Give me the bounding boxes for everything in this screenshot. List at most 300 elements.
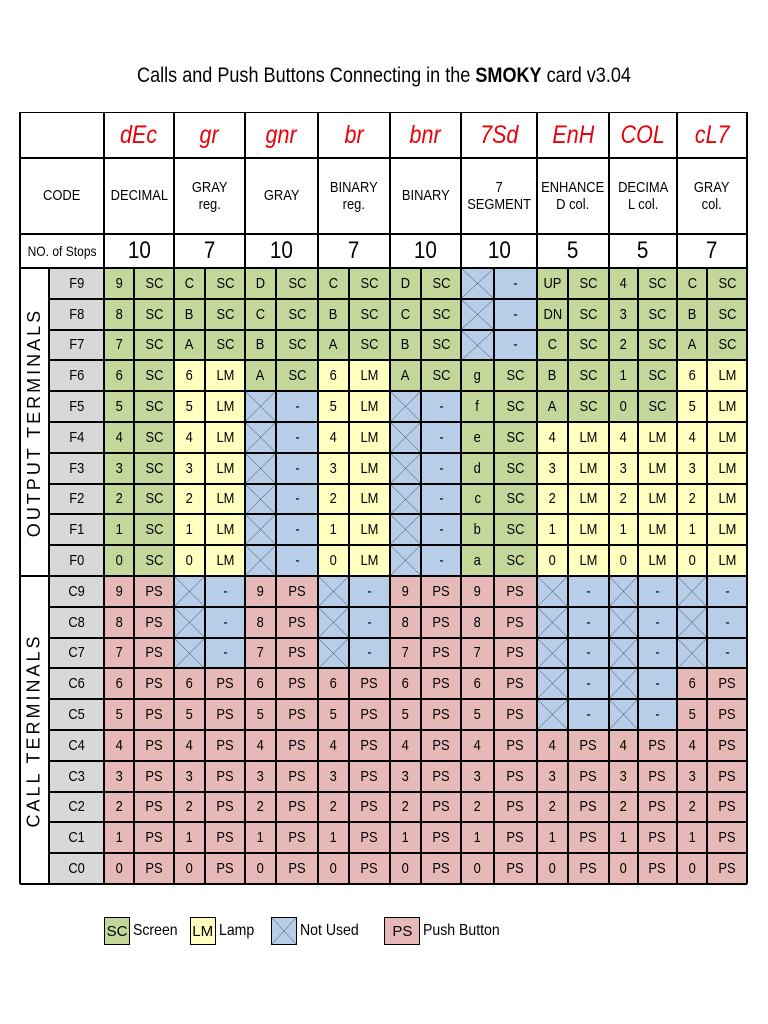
cell-type: LM — [349, 391, 390, 422]
cell-type: SC — [568, 268, 609, 299]
cell-value: 7 — [461, 638, 494, 669]
cell-type: - — [568, 576, 609, 607]
cell-value: 9 — [461, 576, 494, 607]
cell-value: 5 — [174, 699, 205, 730]
cell-value: 3 — [677, 761, 707, 792]
cell-value: 5 — [104, 699, 134, 730]
terminal-C4: C4 — [49, 730, 104, 761]
cell-value: 8 — [461, 607, 494, 638]
cell-value: 1 — [537, 822, 568, 853]
cell-type: SC — [568, 299, 609, 330]
cell-value: 0 — [318, 853, 349, 884]
cell-value: 0 — [245, 853, 276, 884]
terminal-F8: F8 — [49, 299, 104, 330]
cell-type: - — [421, 514, 461, 545]
not-used-icon — [609, 668, 638, 699]
cell-value: 3 — [537, 453, 568, 484]
cell-value: DN — [537, 299, 568, 330]
cell-type: PS — [349, 822, 390, 853]
cell-value: 0 — [104, 545, 134, 576]
cell-value: 3 — [609, 299, 638, 330]
cell-type: - — [421, 391, 461, 422]
cell-value: 3 — [174, 453, 205, 484]
cell-value: 6 — [677, 360, 707, 391]
cell-type: - — [205, 607, 245, 638]
cell-value: 6 — [318, 668, 349, 699]
program-desc-cL7: GRAY col. — [677, 158, 747, 234]
program-stops-br: 7 — [318, 234, 390, 268]
cell-type: - — [707, 607, 747, 638]
divider — [103, 112, 105, 884]
cell-type: PS — [494, 792, 537, 823]
cell-type: PS — [638, 730, 677, 761]
cell-type: SC — [134, 453, 174, 484]
cell-type: SC — [568, 391, 609, 422]
cell-type: LM — [707, 453, 747, 484]
cell-type: SC — [638, 330, 677, 361]
cell-value: 3 — [174, 761, 205, 792]
cell-value: c — [461, 484, 494, 515]
cell-type: SC — [494, 453, 537, 484]
not-used-icon — [537, 576, 568, 607]
cell-type: SC — [494, 545, 537, 576]
cell-value: B — [677, 299, 707, 330]
cell-type: SC — [276, 360, 318, 391]
cell-value: 2 — [318, 484, 349, 515]
cell-value: 3 — [104, 453, 134, 484]
cell-value: 1 — [537, 514, 568, 545]
cell-type: PS — [276, 638, 318, 669]
not-used-icon — [271, 917, 297, 945]
cell-type: PS — [494, 638, 537, 669]
cell-value: 2 — [609, 484, 638, 515]
cell-value: 9 — [245, 576, 276, 607]
cell-type: - — [421, 422, 461, 453]
program-stops-COL: 5 — [609, 234, 677, 268]
program-desc-gr: GRAY reg. — [174, 158, 245, 234]
cell-value: 2 — [104, 484, 134, 515]
cell-type: PS — [276, 822, 318, 853]
cell-type: SC — [494, 514, 537, 545]
cell-type: PS — [276, 853, 318, 884]
cell-type: - — [638, 576, 677, 607]
cell-type: SC — [276, 330, 318, 361]
not-used-icon — [609, 607, 638, 638]
not-used-icon — [537, 699, 568, 730]
cell-type: PS — [134, 638, 174, 669]
cell-value: 2 — [461, 792, 494, 823]
cell-value: 2 — [609, 792, 638, 823]
cell-value: 8 — [245, 607, 276, 638]
cell-type: PS — [276, 668, 318, 699]
terminal-C9: C9 — [49, 576, 104, 607]
not-used-icon — [390, 422, 421, 453]
cell-value: 4 — [174, 730, 205, 761]
cell-value: 8 — [104, 607, 134, 638]
terminal-F2: F2 — [49, 484, 104, 515]
legend-label: Lamp — [218, 922, 254, 939]
cell-value: 6 — [461, 668, 494, 699]
cell-type: - — [349, 576, 390, 607]
page-title: Calls and Push Buttons Connecting in the SMOKY card v3.04 — [137, 64, 631, 87]
cell-value: D — [390, 268, 421, 299]
cell-type: PS — [134, 607, 174, 638]
cell-type: SC — [276, 268, 318, 299]
cell-type: LM — [349, 360, 390, 391]
cell-type: SC — [134, 514, 174, 545]
program-desc-dEc: DECIMAL — [104, 158, 174, 234]
cell-type: LM — [205, 422, 245, 453]
cell-type: PS — [707, 853, 747, 884]
cell-type: PS — [276, 576, 318, 607]
cell-type: LM — [205, 545, 245, 576]
cell-value: 3 — [104, 761, 134, 792]
cell-value: 4 — [677, 422, 707, 453]
cell-type: SC — [134, 268, 174, 299]
cell-type: PS — [494, 699, 537, 730]
cell-value: 1 — [174, 514, 205, 545]
cell-value: 4 — [677, 730, 707, 761]
cell-value: A — [677, 330, 707, 361]
cell-type: - — [276, 422, 318, 453]
cell-type: - — [421, 453, 461, 484]
legend-item — [104, 917, 184, 945]
cell-value: A — [174, 330, 205, 361]
cell-type: SC — [134, 484, 174, 515]
cell-value: 4 — [609, 422, 638, 453]
cell-value: 1 — [104, 822, 134, 853]
cell-type: PS — [421, 853, 461, 884]
cell-type: PS — [707, 761, 747, 792]
cell-value: A — [245, 360, 276, 391]
cell-type: LM — [638, 422, 677, 453]
cell-type: - — [568, 607, 609, 638]
cell-type: - — [205, 638, 245, 669]
cell-type: - — [707, 576, 747, 607]
legend — [104, 916, 511, 946]
divider — [19, 112, 21, 884]
cell-type: PS — [421, 699, 461, 730]
cell-value: d — [461, 453, 494, 484]
cell-value: 4 — [609, 268, 638, 299]
cell-type: PS — [421, 668, 461, 699]
cell-value: 0 — [677, 545, 707, 576]
cell-type: PS — [638, 792, 677, 823]
cell-type: - — [349, 638, 390, 669]
cell-value: 5 — [677, 391, 707, 422]
cell-value: 4 — [104, 422, 134, 453]
not-used-icon — [537, 638, 568, 669]
legend-item — [384, 917, 510, 945]
terminal-F5: F5 — [49, 391, 104, 422]
divider — [20, 575, 747, 577]
cell-value: D — [245, 268, 276, 299]
cell-type: PS — [421, 576, 461, 607]
cell-value: 7 — [104, 638, 134, 669]
not-used-icon — [609, 576, 638, 607]
program-stops-gnr: 10 — [245, 234, 318, 268]
header-corner — [20, 112, 104, 158]
cell-value: A — [390, 360, 421, 391]
not-used-icon — [677, 607, 707, 638]
program-name-gnr: gnr — [245, 112, 318, 158]
cell-value: 4 — [318, 422, 349, 453]
not-used-icon — [245, 514, 276, 545]
not-used-icon — [245, 545, 276, 576]
cell-value: 6 — [174, 668, 205, 699]
legend-swatch: LM — [190, 917, 216, 945]
cell-value: C — [318, 268, 349, 299]
terminal-F4: F4 — [49, 422, 104, 453]
cell-value: 2 — [609, 330, 638, 361]
cell-type: SC — [134, 360, 174, 391]
program-name-7Sd: 7Sd — [461, 112, 537, 158]
cell-value: C — [677, 268, 707, 299]
cell-type: LM — [205, 391, 245, 422]
cell-type: - — [205, 576, 245, 607]
cell-value: 3 — [537, 761, 568, 792]
cell-type: PS — [568, 853, 609, 884]
output-terminals-label: OUTPUT TERMINALS — [20, 268, 49, 576]
legend-label: Screen — [133, 922, 178, 939]
legend-swatch: SC — [104, 917, 130, 945]
cell-type: LM — [205, 484, 245, 515]
cell-type: LM — [205, 514, 245, 545]
cell-value: 5 — [461, 699, 494, 730]
cell-type: LM — [568, 545, 609, 576]
cell-value: 1 — [609, 360, 638, 391]
cell-type: PS — [205, 730, 245, 761]
cell-value: 0 — [609, 853, 638, 884]
cell-type: LM — [638, 484, 677, 515]
cell-value: B — [245, 330, 276, 361]
cell-type: PS — [276, 699, 318, 730]
cell-type: SC — [568, 330, 609, 361]
cell-value: UP — [537, 268, 568, 299]
cell-value: 9 — [390, 576, 421, 607]
cell-value: 6 — [390, 668, 421, 699]
cell-type: PS — [494, 730, 537, 761]
cell-type: SC — [707, 299, 747, 330]
terminal-F3: F3 — [49, 453, 104, 484]
cell-value: 7 — [245, 638, 276, 669]
cell-value: 1 — [104, 514, 134, 545]
cell-value: 5 — [318, 391, 349, 422]
cell-type: - — [276, 453, 318, 484]
divider — [608, 112, 610, 884]
cell-type: SC — [638, 299, 677, 330]
cell-type: PS — [707, 730, 747, 761]
terminal-C1: C1 — [49, 822, 104, 853]
cell-type: SC — [276, 299, 318, 330]
not-used-icon — [537, 668, 568, 699]
cell-type: - — [494, 299, 537, 330]
cell-type: SC — [205, 330, 245, 361]
cell-type: PS — [276, 730, 318, 761]
divider — [536, 112, 538, 884]
cell-type: - — [494, 330, 537, 361]
divider — [389, 112, 391, 884]
not-used-icon — [390, 545, 421, 576]
cell-type: PS — [205, 822, 245, 853]
not-used-icon — [461, 268, 494, 299]
cell-value: 1 — [174, 822, 205, 853]
cell-type: LM — [638, 514, 677, 545]
cell-type: LM — [349, 545, 390, 576]
not-used-icon — [677, 638, 707, 669]
cell-type: - — [276, 484, 318, 515]
cell-value: 2 — [318, 792, 349, 823]
program-stops-cL7: 7 — [677, 234, 747, 268]
terminal-F6: F6 — [49, 360, 104, 391]
cell-value: 3 — [390, 761, 421, 792]
cell-type: PS — [421, 607, 461, 638]
cell-type: LM — [205, 360, 245, 391]
cell-value: 3 — [318, 761, 349, 792]
cell-type: SC — [134, 330, 174, 361]
cell-value: 5 — [677, 699, 707, 730]
divider — [244, 112, 246, 884]
not-used-icon — [245, 422, 276, 453]
cell-value: 0 — [318, 545, 349, 576]
terminal-C6: C6 — [49, 668, 104, 699]
cell-type: PS — [205, 792, 245, 823]
cell-value: 4 — [318, 730, 349, 761]
terminal-F9: F9 — [49, 268, 104, 299]
terminal-C3: C3 — [49, 761, 104, 792]
cell-value: 0 — [174, 853, 205, 884]
terminal-F1: F1 — [49, 514, 104, 545]
cell-value: 3 — [461, 761, 494, 792]
cell-value: 3 — [609, 453, 638, 484]
not-used-icon — [390, 484, 421, 515]
cell-type: PS — [205, 668, 245, 699]
cell-type: LM — [707, 422, 747, 453]
cell-type: - — [276, 514, 318, 545]
cell-type: - — [421, 484, 461, 515]
cell-value: 1 — [677, 822, 707, 853]
program-name-dEc: dEc — [104, 112, 174, 158]
cell-type: - — [349, 607, 390, 638]
cell-type: LM — [349, 514, 390, 545]
cell-type: SC — [707, 330, 747, 361]
cell-type: PS — [638, 761, 677, 792]
program-desc-bnr: BINARY — [390, 158, 461, 234]
cell-value: C — [174, 268, 205, 299]
divider — [317, 112, 319, 884]
not-used-icon — [537, 607, 568, 638]
cell-value: 0 — [174, 545, 205, 576]
cell-value: C — [390, 299, 421, 330]
legend-label: Not Used — [299, 922, 359, 939]
cell-type: PS — [134, 822, 174, 853]
cell-type: PS — [134, 792, 174, 823]
cell-value: 4 — [174, 422, 205, 453]
program-desc-7Sd: 7 SEGMENT — [461, 158, 537, 234]
not-used-icon — [318, 576, 349, 607]
program-stops-gr: 7 — [174, 234, 245, 268]
cell-type: PS — [707, 668, 747, 699]
cell-value: 6 — [318, 360, 349, 391]
cell-type: - — [638, 638, 677, 669]
cell-type: SC — [638, 391, 677, 422]
cell-type: - — [276, 545, 318, 576]
cell-type: SC — [421, 299, 461, 330]
cell-value: 3 — [245, 761, 276, 792]
cell-type: LM — [707, 545, 747, 576]
legend-item — [271, 917, 367, 945]
not-used-icon — [609, 638, 638, 669]
cell-value: 1 — [461, 822, 494, 853]
cell-value: 7 — [390, 638, 421, 669]
cell-value: 2 — [390, 792, 421, 823]
program-stops-7Sd: 10 — [461, 234, 537, 268]
cell-type: LM — [349, 453, 390, 484]
cell-type: PS — [205, 761, 245, 792]
cell-type: PS — [421, 822, 461, 853]
cell-type: - — [421, 545, 461, 576]
not-used-icon — [174, 576, 205, 607]
terminal-C8: C8 — [49, 607, 104, 638]
program-stops-EnH: 5 — [537, 234, 609, 268]
cell-type: SC — [349, 299, 390, 330]
program-desc-gnr: GRAY — [245, 158, 318, 234]
cell-value: 1 — [609, 822, 638, 853]
cell-type: LM — [707, 391, 747, 422]
cell-type: - — [568, 668, 609, 699]
cell-type: LM — [568, 514, 609, 545]
cell-value: 1 — [677, 514, 707, 545]
cell-value: 4 — [104, 730, 134, 761]
not-used-icon — [245, 453, 276, 484]
divider — [173, 112, 175, 884]
cell-value: 0 — [609, 545, 638, 576]
cell-type: PS — [205, 699, 245, 730]
cell-type: SC — [205, 299, 245, 330]
cell-type: - — [494, 268, 537, 299]
terminal-F0: F0 — [49, 545, 104, 576]
cell-type: SC — [421, 268, 461, 299]
cell-type: PS — [568, 761, 609, 792]
cell-type: LM — [568, 422, 609, 453]
cell-value: B — [318, 299, 349, 330]
cell-type: PS — [494, 853, 537, 884]
cell-type: SC — [421, 330, 461, 361]
cell-type: LM — [707, 484, 747, 515]
cell-type: - — [638, 607, 677, 638]
cell-value: C — [537, 330, 568, 361]
cell-value: 5 — [390, 699, 421, 730]
program-name-EnH: EnH — [537, 112, 609, 158]
cell-type: LM — [638, 453, 677, 484]
cell-type: PS — [494, 761, 537, 792]
stops-label: NO. of Stops — [20, 234, 104, 268]
cell-type: LM — [568, 453, 609, 484]
cell-type: LM — [349, 422, 390, 453]
cell-value: f — [461, 391, 494, 422]
cell-value: 9 — [104, 268, 134, 299]
cell-type: SC — [205, 268, 245, 299]
cell-type: PS — [134, 761, 174, 792]
cell-type: PS — [707, 699, 747, 730]
cell-type: SC — [494, 484, 537, 515]
cell-value: 8 — [390, 607, 421, 638]
cell-value: 2 — [677, 484, 707, 515]
cell-type: LM — [707, 360, 747, 391]
cell-type: PS — [276, 792, 318, 823]
cell-type: PS — [421, 730, 461, 761]
cell-type: - — [568, 699, 609, 730]
